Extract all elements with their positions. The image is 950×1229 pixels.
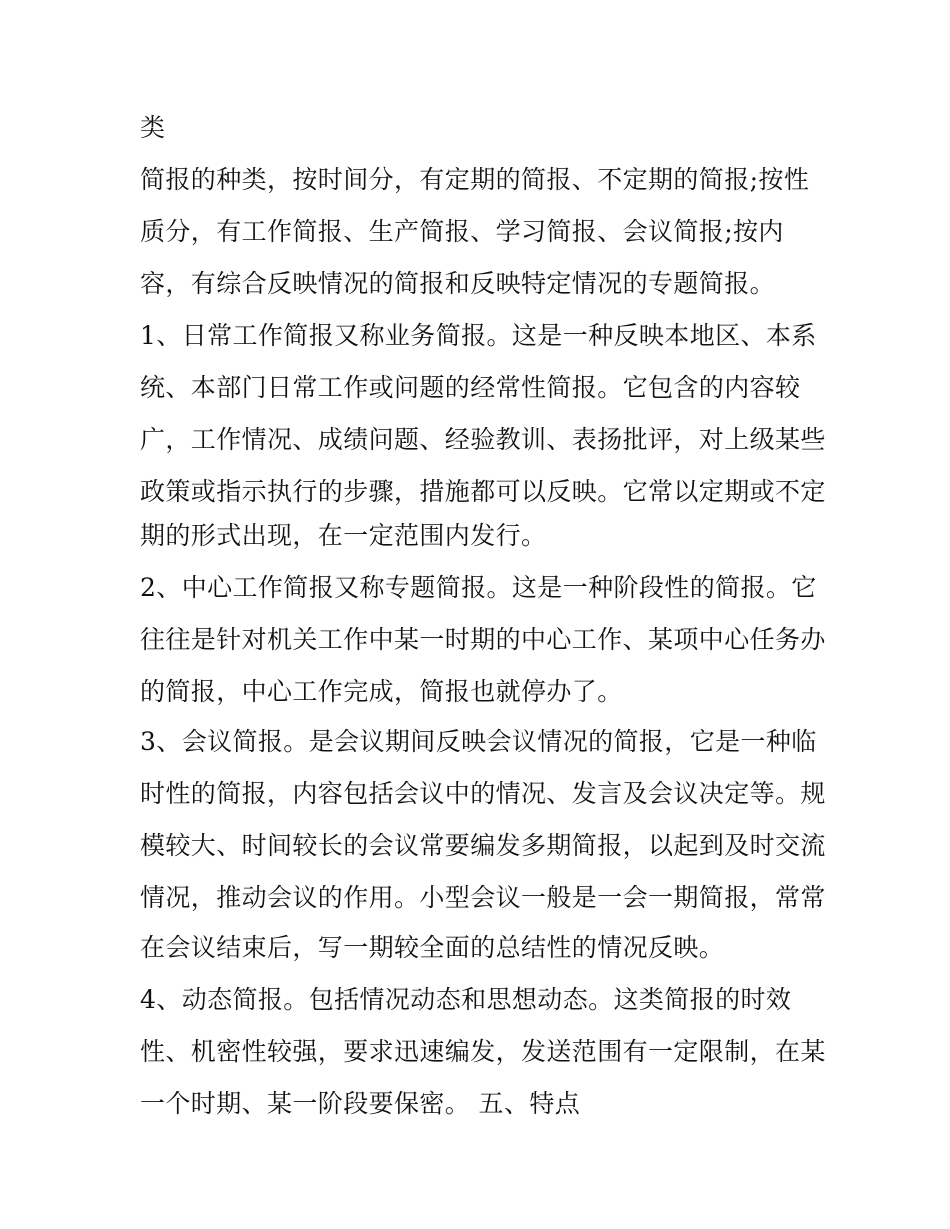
text-line: 时性的简报，内容包括会议中的情况、发言及会议决定等。规: [140, 779, 826, 808]
text-line: 往往是针对机关工作中某一时期的中心工作、某项中心任务办: [140, 625, 826, 654]
text-line: 性、机密性较强，要求迅速编发，发送范围有一定限制，在某: [140, 1037, 826, 1066]
text-line: 一个时期、某一阶段要保密。 五、特点: [140, 1089, 581, 1118]
text-line: 的简报，中心工作完成，简报也就停办了。: [140, 677, 623, 706]
text-line: 政策或指示执行的步骤，措施都可以反映。它常以定期或不定: [140, 477, 826, 506]
text-line: 类: [140, 113, 166, 142]
text-line: 统、本部门日常工作或问题的经常性简报。它包含的内容较: [140, 373, 801, 402]
text-line: 3、会议简报。是会议期间反映会议情况的简报，它是一种临: [140, 727, 817, 756]
text-line: 模较大、时间较长的会议常要编发多期简报，以起到及时交流: [140, 831, 826, 860]
text-line: 在会议结束后，写一期较全面的总结性的情况反映。: [140, 933, 725, 962]
text-line: 广，工作情况、成绩问题、经验教训、表扬批评，对上级某些: [140, 425, 826, 454]
text-line: 期的形式出现，在一定范围内发行。: [140, 521, 547, 550]
text-line: 4、动态简报。包括情况动态和思想动态。这类简报的时效: [140, 985, 792, 1014]
text-line: 情况，推动会议的作用。小型会议一般是一会一期简报，常常: [140, 883, 826, 912]
text-line: 简报的种类，按时间分，有定期的简报、不定期的简报;按性: [140, 165, 810, 194]
text-line: 1、日常工作简报又称业务简报。这是一种反映本地区、本系: [140, 321, 817, 350]
text-line: 容，有综合反映情况的简报和反映特定情况的专题简报。: [140, 269, 776, 298]
text-line: 2、中心工作简报又称专题简报。这是一种阶段性的简报。它: [140, 573, 817, 602]
text-line: 质分，有工作简报、生产简报、学习简报、会议简报;按内: [140, 217, 784, 246]
